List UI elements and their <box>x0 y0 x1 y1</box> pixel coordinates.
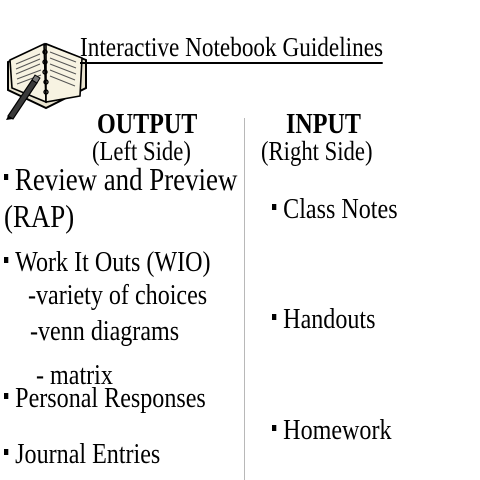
output-subitem-venn: -venn diagrams <box>30 316 180 347</box>
bullet-icon <box>4 257 8 263</box>
input-item-class-notes: Class Notes <box>272 196 398 224</box>
input-item-handouts: Handouts <box>272 306 375 334</box>
bullet-icon <box>4 174 8 180</box>
bullet-icon <box>4 449 8 455</box>
output-item-journal-entries: Journal Entries <box>4 441 160 469</box>
output-item-review-preview: Review and Preview <box>4 163 237 195</box>
output-heading: OUTPUT <box>97 109 198 140</box>
output-subitem-variety: -variety of choices <box>28 280 208 311</box>
output-item-work-it-outs: Work It Outs (WIO) <box>4 249 211 277</box>
output-item-personal-responses: Personal Responses <box>4 385 206 413</box>
column-divider <box>244 118 245 480</box>
output-subheading: (Left Side) <box>92 136 191 166</box>
input-item-homework: Homework <box>272 417 392 445</box>
output-item-rap: (RAP) <box>4 198 75 234</box>
bullet-icon <box>272 314 276 320</box>
input-subheading: (Right Side) <box>261 136 373 166</box>
page-title: Interactive Notebook Guidelines <box>80 32 384 62</box>
input-heading: INPUT <box>286 109 361 140</box>
bullet-icon <box>272 204 276 210</box>
bullet-icon <box>272 425 276 431</box>
output-subitem-matrix: - matrix <box>36 360 113 391</box>
open-notebook-with-pen-icon <box>2 30 88 120</box>
bullet-icon <box>4 393 8 399</box>
